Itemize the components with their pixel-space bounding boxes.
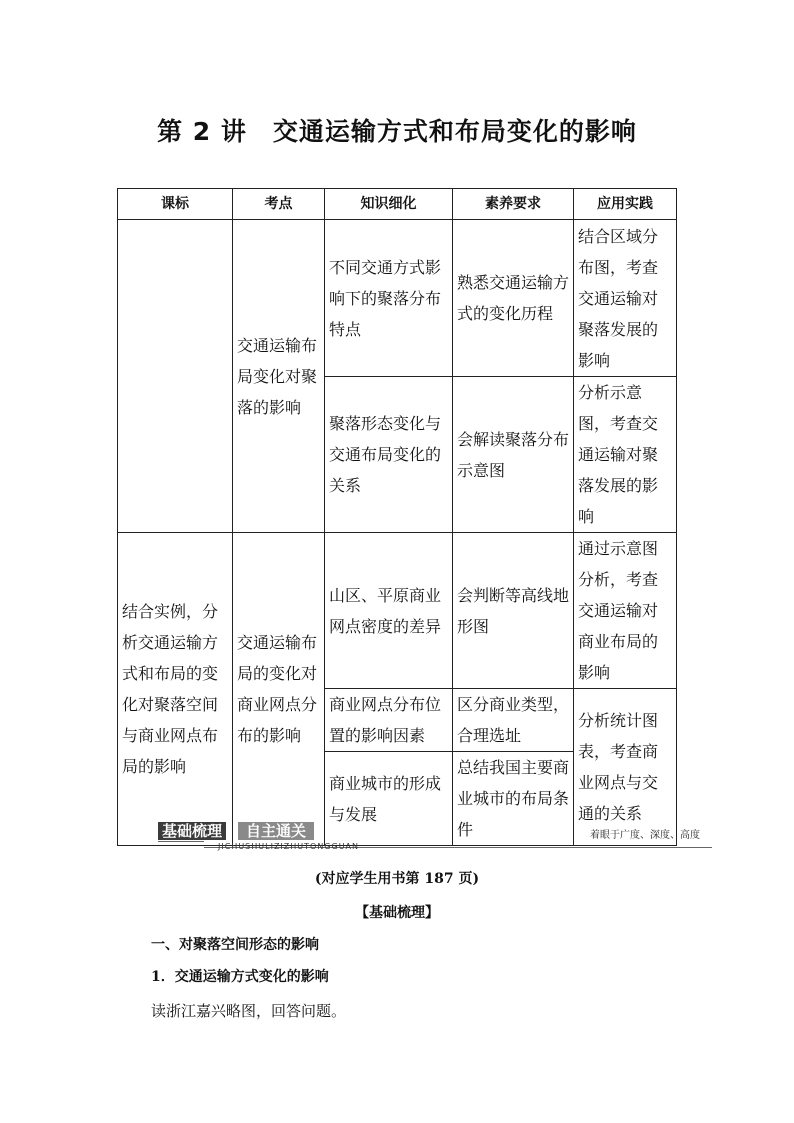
test-point-cell: 交通运输布局的变化对商业网点分布的影响 xyxy=(233,533,325,846)
practice-cell: 通过示意图分析，考查交通运输对商业布局的影响 xyxy=(574,533,677,689)
practice-cell: 结合区域分布图，考查交通运输对聚落发展的影响 xyxy=(574,220,677,377)
banner-motto: 着眼于广度、深度、高度 xyxy=(590,830,700,841)
header-curriculum: 课标 xyxy=(118,189,233,220)
curriculum-cell: 结合实例，分析交通运输方式和布局的变化对聚落空间与商业网点布局的影响 xyxy=(118,533,233,846)
body-paragraph: 读浙江嘉兴略图，回答问题。 xyxy=(151,1002,347,1020)
literacy-cell: 会解读聚落分布示意图 xyxy=(453,377,574,533)
section-label: 【基础梳理】 xyxy=(355,905,439,921)
page-title: 第 2 讲 交通运输方式和布局变化的影响 xyxy=(157,117,637,146)
banner-tag-basics: 基础梳理 xyxy=(158,822,226,840)
table-row xyxy=(118,533,677,689)
curriculum-table xyxy=(117,188,677,846)
heading-level-1: 一、对聚落空间形态的影响 xyxy=(151,937,319,953)
knowledge-cell: 商业城市的形成与发展 xyxy=(325,752,453,846)
curriculum-cell-empty xyxy=(118,220,233,533)
practice-cell: 分析统计图表，考查商业网点与交通的关系 xyxy=(574,689,677,846)
banner-divider xyxy=(158,841,204,842)
literacy-cell: 总结我国主要商业城市的布局条件 xyxy=(453,752,574,846)
header-knowledge: 知识细化 xyxy=(325,189,453,220)
knowledge-cell: 不同交通方式影响下的聚落分布特点 xyxy=(325,220,453,377)
literacy-cell: 熟悉交通运输方式的变化历程 xyxy=(453,220,574,377)
literacy-cell: 区分商业类型，合理选址 xyxy=(453,689,574,752)
knowledge-cell: 山区、平原商业网点密度的差异 xyxy=(325,533,453,689)
practice-cell: 分析示意图，考查交通运输对聚落发展的影响 xyxy=(574,377,677,533)
literacy-cell: 会判断等高线地形图 xyxy=(453,533,574,689)
heading-level-2: 1．交通运输方式变化的影响 xyxy=(151,969,329,985)
table-header-row xyxy=(118,189,677,220)
knowledge-cell: 聚落形态变化与交通布局变化的关系 xyxy=(325,377,453,533)
header-practice: 应用实践 xyxy=(574,189,677,220)
table-row xyxy=(118,220,677,377)
header-test-point: 考点 xyxy=(233,189,325,220)
section-banner xyxy=(152,822,712,852)
banner-pinyin: JICHUSHULIZIZHUTONGGUAN xyxy=(218,842,360,851)
banner-tag-self-study: 自主通关 xyxy=(238,822,314,840)
test-point-cell: 交通运输布局变化对聚落的影响 xyxy=(233,220,325,533)
header-literacy: 素养要求 xyxy=(453,189,574,220)
knowledge-cell: 商业网点分布位置的影响因素 xyxy=(325,689,453,752)
page-reference: (对应学生用书第 187 页) xyxy=(314,871,480,887)
